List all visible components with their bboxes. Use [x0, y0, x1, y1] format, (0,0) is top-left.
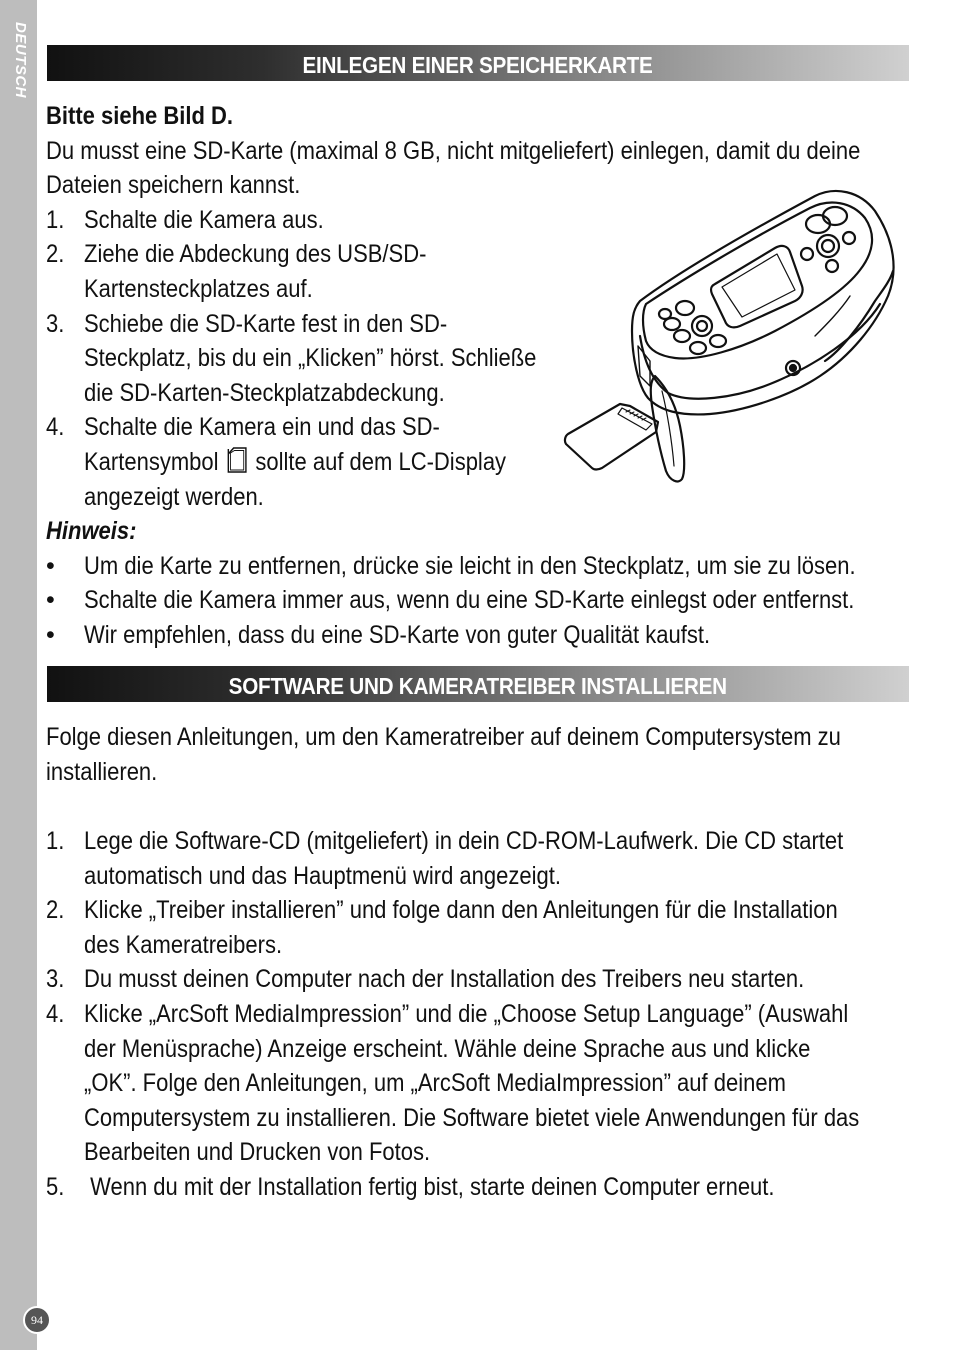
section1-lead: Bitte siehe Bild D.: [46, 102, 234, 130]
list-item: 3. Schiebe die SD-Karte fest in den SD- Steckplatz, bis du ein „Klicken” hörst. Schließe die SD-Karten-Steckplatzabdeckung.: [46, 309, 537, 407]
sd-card-icon: [226, 446, 247, 474]
section1-intro-line2: Dateien speichern kannst.: [46, 171, 301, 200]
list-item: 3. Du musst deinen Computer nach der Installation des Treibers neu starten.: [46, 965, 805, 994]
section2-intro-line2: installieren.: [46, 757, 158, 786]
list-item: • Um die Karte zu entfernen, drücke sie leicht in den Steckplatz, um sie zu lösen.: [46, 551, 856, 580]
section-title-memory-card: EINLEGEN EINER SPEICHERKARTE: [47, 45, 909, 81]
list-item: 2. Klicke „Treiber installieren” und folge dann den Anleitungen für die Installation des Kameratreibers.: [46, 896, 838, 959]
list-item: • Schalte die Kamera immer aus, wenn du eine SD-Karte einlegst oder entfernst.: [46, 586, 855, 615]
section2-intro: [46, 720, 949, 789]
camera-sd-card-illustration: [560, 186, 900, 486]
language-label: DEUTSCH: [12, 22, 29, 99]
list-item: 4. Klicke „ArcSoft MediaImpression” und die „Choose Setup Language” (Auswahl der Menüsprache) Anzeige erscheint. Wähle deine Sprache aus und klicke „OK”. Folge den Anleitungen, um „ArcSoft MediaImpression” auf deinem Computersystem zu installieren. Die Software bietet viele Anwendungen für das Bearbeiten und Drucken von Fotos.: [46, 999, 860, 1167]
list-item: 1. Schalte die Kamera aus.: [46, 205, 324, 234]
side-strip: [0, 0, 37, 1350]
list-item: • Wir empfehlen, dass du eine SD-Karte von guter Qualität kaufst.: [46, 620, 711, 649]
list-item: 4. Schalte die Kamera ein und das SD- Kartensymbol sollte auf dem LC-Display angezeigt werden.: [46, 413, 507, 511]
list-item: 5. Wenn du mit der Installation fertig bist, starte deinen Computer erneut.: [46, 1172, 775, 1201]
note-title: Hinweis:: [46, 517, 137, 546]
page-number: 94: [23, 1306, 51, 1334]
section1-intro-line1: Du musst eine SD-Karte (maximal 8 GB, nicht mitgeliefert) einlegen, damit du deine: [46, 136, 861, 165]
section2-steps: [46, 824, 954, 1205]
list-item: 1. Lege die Software-CD (mitgeliefert) in dein CD-ROM-Laufwerk. Die CD startet automatisch und das Hauptmenü wird angezeigt.: [46, 827, 844, 890]
section2-intro-line1: Folge diesen Anleitungen, um den Kameratreiber auf deinem Computersystem zu: [46, 723, 841, 751]
section-title-software: SOFTWARE UND KAMERATREIBER INSTALLIEREN: [47, 666, 909, 702]
list-item: 2. Ziehe die Abdeckung des USB/SD- Kartensteckplatzes auf.: [46, 240, 427, 303]
